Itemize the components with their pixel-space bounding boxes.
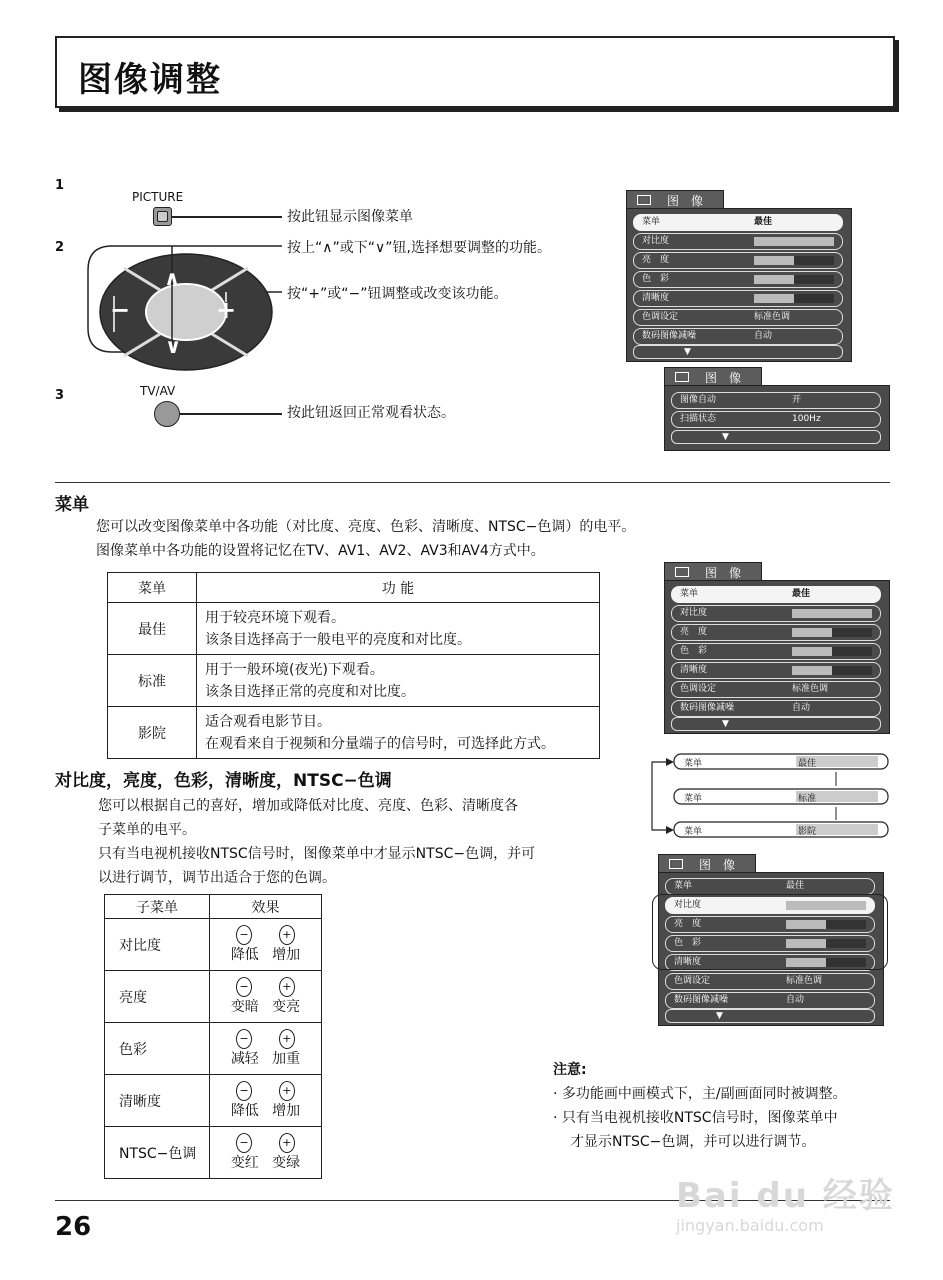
osd-row-menu: 菜单 最佳: [665, 878, 875, 895]
osd-row-more: ▼: [633, 345, 843, 359]
osd-row-color: 色 彩: [633, 271, 843, 288]
osd-row-contrast: 对比度: [665, 897, 875, 914]
plus-button[interactable]: +: [216, 296, 237, 324]
leader-line: [180, 413, 282, 415]
effect-plus: 加重: [272, 1051, 301, 1067]
table-header: 功 能: [197, 573, 600, 603]
osd-row-color: 色 彩: [665, 935, 875, 952]
up-button[interactable]: ∧: [164, 266, 181, 290]
step2-desc-plusminus: 按“+”或“−”钮调整或改变该功能。: [287, 286, 508, 302]
osd-tab: 图 像: [664, 367, 762, 386]
table-cell: 用于较亮环境下观看。: [205, 609, 345, 626]
minus-icon: −: [236, 1133, 252, 1153]
effect-minus: 变暗: [230, 999, 259, 1015]
osd-menu-panel-2: [664, 385, 890, 451]
osd-row-contrast: 对比度: [633, 233, 843, 250]
cycle-label-menu: 菜单: [684, 827, 703, 837]
minus-icon: −: [236, 1081, 252, 1101]
table-cell: 色彩: [105, 1023, 210, 1075]
plus-icon: +: [279, 1081, 295, 1101]
table-header: 效果: [210, 895, 322, 919]
step-3: 3: [55, 388, 65, 403]
osd-row-brightness: 亮 度: [633, 252, 843, 269]
effect-minus: 降低: [230, 1103, 259, 1119]
menu-para-1: 您可以改变图像菜单中各功能（对比度、亮度、色彩、清晰度、NTSC−色调）的电平。: [96, 519, 636, 535]
menu-section-title: 菜单: [55, 495, 89, 515]
plus-icon: +: [279, 925, 295, 945]
osd-row-more: ▼: [671, 717, 881, 731]
step3-desc: 按此钮返回正常观看状态。: [287, 405, 455, 421]
table-cell: 该条目选择高于一般电平的亮度和对比度。: [205, 631, 471, 648]
watermark-url: jingyan.baidu.com: [676, 1216, 824, 1235]
osd-row-nr: 数码图像减噪 自动: [665, 992, 875, 1009]
table-header: 菜单: [108, 573, 197, 603]
step-1: 1: [55, 178, 65, 193]
osd-row-scan: 扫描状态 100Hz: [671, 411, 881, 428]
osd-row-sharpness: 清晰度: [633, 290, 843, 307]
highlight-bracket: [652, 894, 888, 970]
watermark-logo: Bai du 经验: [676, 1176, 895, 1216]
effect-minus: 减轻: [230, 1051, 259, 1067]
osd-row-sharpness: 清晰度: [671, 662, 881, 679]
leader-line: [172, 216, 282, 218]
osd-row-tone: 色调设定 标准色调: [671, 681, 881, 698]
table-header: 子菜单: [105, 895, 210, 919]
adjust-para-2: 子菜单的电平。: [98, 822, 196, 838]
adjust-para-3: 只有当电视机接收NTSC信号时，图像菜单中才显示NTSC−色调，并可: [98, 846, 536, 862]
cycle-value-standard: 标准: [798, 794, 817, 804]
minus-icon: −: [236, 977, 252, 997]
table-cell: 对比度: [105, 919, 210, 971]
osd-row-menu: 菜单 最佳: [633, 214, 843, 231]
osd-tab: 图 像: [664, 562, 762, 581]
table-cell: NTSC−色调: [105, 1127, 210, 1179]
tvav-button[interactable]: [154, 401, 180, 427]
table-cell: 清晰度: [105, 1075, 210, 1127]
osd-menu-panel: [626, 208, 852, 362]
down-button[interactable]: ∨: [165, 334, 182, 358]
osd-tab: 图 像: [626, 190, 724, 209]
cycle-value-best: 最佳: [798, 759, 817, 769]
cycle-value-cinema: 影院: [798, 827, 817, 837]
minus-icon: −: [236, 925, 252, 945]
table-cell: 标准: [108, 655, 197, 707]
step1-desc: 按此钮显示图像菜单: [287, 209, 413, 225]
osd-row-tone: 色调设定 标准色调: [633, 309, 843, 326]
effect-plus: 变绿: [272, 1155, 301, 1171]
minus-button[interactable]: −: [110, 296, 131, 324]
effect-plus: 增加: [272, 1103, 301, 1119]
osd-row-more: ▼: [665, 1009, 875, 1023]
table-cell: 适合观看电影节目。: [205, 713, 331, 730]
plus-icon: +: [279, 1133, 295, 1153]
divider: [55, 482, 890, 483]
cycle-label-menu: 菜单: [684, 759, 703, 769]
osd-row-menu: 菜单 最佳: [671, 586, 881, 603]
osd-row-more: ▼: [671, 430, 881, 444]
picture-button[interactable]: [153, 207, 172, 226]
osd-row-contrast: 对比度: [671, 605, 881, 622]
effect-minus: 降低: [230, 947, 259, 963]
picture-button-label: PICTURE: [132, 190, 184, 204]
table-cell: 用于一般环境(夜光)下观看。: [205, 661, 384, 678]
table-cell: 该条目选择正常的亮度和对比度。: [205, 683, 415, 700]
osd-row-brightness: 亮 度: [671, 624, 881, 641]
notes-title: 注意:: [553, 1062, 587, 1078]
osd-row-brightness: 亮 度: [665, 916, 875, 933]
adjust-para-4: 以进行调节，调节出适合于您的色调。: [98, 870, 336, 886]
menu-cycle-diagram: [646, 750, 892, 842]
submenu-table: [104, 894, 322, 1179]
table-cell: 亮度: [105, 971, 210, 1023]
table-cell: 在观看来自于视频和分量端子的信号时，可选择此方式。: [205, 735, 555, 752]
note-3: 才显示NTSC−色调，并可以进行调节。: [570, 1134, 816, 1150]
effect-plus: 变亮: [272, 999, 301, 1015]
osd-row-sharpness: 清晰度: [665, 954, 875, 971]
osd-row-auto: 图像自动 开: [671, 392, 881, 409]
tvav-button-label: TV/AV: [140, 384, 176, 398]
osd-row-tone: 色调设定 标准色调: [665, 973, 875, 990]
osd-row-nr: 数码图像减噪 自动: [671, 700, 881, 717]
table-cell: 最佳: [108, 603, 197, 655]
adjust-para-1: 您可以根据自己的喜好，增加或降低对比度、亮度、色彩、清晰度各: [98, 798, 518, 814]
page-title: 图像调整: [78, 60, 222, 100]
plus-icon: +: [279, 977, 295, 997]
step-2: 2: [55, 240, 65, 255]
effect-minus: 变红: [230, 1155, 259, 1171]
osd-menu-panel-3: [664, 580, 890, 734]
osd-row-color: 色 彩: [671, 643, 881, 660]
note-1: · 多功能画中画模式下，主/副画面同时被调整。: [553, 1086, 847, 1102]
effect-plus: 增加: [272, 947, 301, 963]
step2-desc-updown: 按上“∧”或下“∨”钮,选择想要调整的功能。: [287, 240, 551, 256]
table-cell: 影院: [108, 707, 197, 759]
menu-para-2: 图像菜单中各功能的设置将记忆在TV、AV1、AV2、AV3和AV4方式中。: [96, 543, 545, 559]
osd-row-nr: 数码图像减噪 自动: [633, 328, 843, 345]
note-2: · 只有当电视机接收NTSC信号时，图像菜单中: [553, 1110, 838, 1126]
plus-icon: +: [279, 1029, 295, 1049]
menu-table: [107, 572, 600, 759]
cycle-label-menu: 菜单: [684, 794, 703, 804]
adjust-section-title: 对比度，亮度，色彩，清晰度，NTSC−色调: [55, 771, 392, 791]
minus-icon: −: [236, 1029, 252, 1049]
osd-tab: 图 像: [658, 854, 756, 873]
page-number: 26: [55, 1212, 92, 1242]
